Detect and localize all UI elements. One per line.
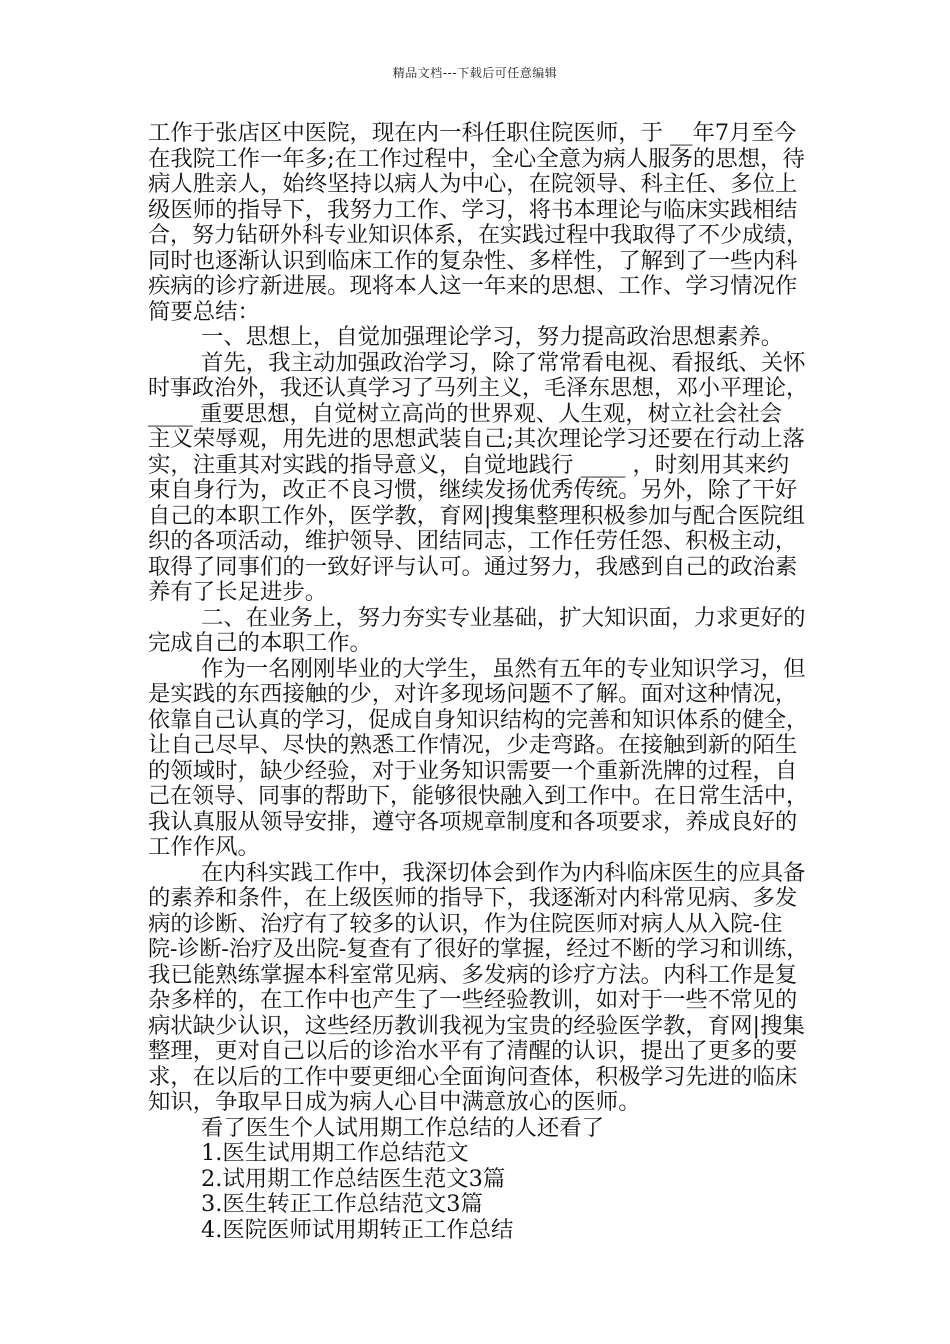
text-line: 4.医院医师试用期转正工作总结 [201, 1217, 514, 1243]
text-line: 依靠自己认真的学习，促成自身知识结构的完善和知识体系的健全， [148, 707, 808, 733]
text-line: 自己的本职工作外，医学教，育网|搜集整理积极参加与配合医院组 [148, 503, 805, 529]
text-line: 1.医生试用期工作总结范文 [201, 1141, 469, 1166]
text-line: 时事政治外，我还认真学习了马列主义，毛泽东思想，邓小平理论， [148, 376, 808, 401]
text-line: 主义荣辱观，用先进的思想武装自己;其次理论学习还要在行动上落 [148, 427, 805, 452]
text-line: 织的各项活动，维护领导、团结同志，工作任劳任怨、积极主动， [148, 529, 798, 554]
text-line: 作为一名刚刚毕业的大学生，虽然有五年的专业知识学习，但 [201, 656, 806, 682]
text-line: 的素养和条件，在上级医师的指导下，我逐渐对内科常见病、多发 [148, 886, 798, 911]
text-line: 的领域时，缺少经验，对于业务知识需要一个重新洗牌的过程，自 [148, 758, 798, 784]
text-line: 首先，我主动加强政治学习，除了常常看电视、看报纸、关怀 [201, 350, 806, 376]
text-line: 一、思想上，自觉加强理论学习，努力提高政治思想素养。 [201, 325, 784, 350]
text-line: 简要总结： [148, 299, 260, 325]
text-line: 同时也逐渐认识到临床工作的复杂性、多样性，了解到了一些内科 [148, 248, 798, 274]
text-line: 工作作风。 [148, 835, 260, 860]
text-line: 束自身行为，改正不良习惯，继续发扬优秀传统。另外，除了干好 [148, 478, 798, 503]
text-line: 工作于张店区中医院，现在内一科任职住院医师，于 __年7月至今 [148, 121, 797, 146]
text-line: 二、在业务上，努力夯实专业基础，扩大知识面，力求更好的 [201, 605, 806, 631]
text-line: 取得了同事们的一致好评与认可。通过努力，我感到自己的政治素 [148, 554, 798, 580]
document-body [148, 121, 808, 1243]
text-line: 病人胜亲人，始终坚持以病人为中心，在院领导、科主任、多位上 [148, 172, 798, 197]
text-line: 疾病的诊疗新进展。现将本人这一年来的思想、工作、学习情况作 [148, 274, 798, 299]
text-line: 病的诊断、治疗有了较多的认识，作为住院医师对病人从入院-住 [148, 911, 783, 937]
text-line: 在我院工作一年多;在工作过程中，全心全意为病人服务的思想，待 [148, 146, 805, 172]
text-line: 实，注重其对实践的指导意义，自觉地践行 ____ ，时刻用其来约 [148, 452, 790, 478]
text-line: 知识，争取早日成为病人心目中满意放心的医师。 [148, 1090, 641, 1115]
text-line: 病状缺少认识，这些经历教训我视为宝贵的经验医学教，育网|搜集 [148, 1013, 805, 1039]
text-line: 2.试用期工作总结医生范文3篇 [201, 1166, 506, 1192]
text-line: 完成自己的本职工作。 [148, 631, 372, 656]
text-line: 院-诊断-治疗及出院-复查有了很好的掌握，经过不断的学习和训练， [148, 937, 808, 962]
text-line: 己在领导、同事的帮助下，能够很快融入到工作中。在日常生活中， [148, 784, 808, 809]
text-line: 级医师的指导下，我努力工作、学习，将书本理论与临床实践相结 [148, 197, 798, 223]
text-line: 求，在以后的工作中要更细心全面询问查体，积极学习先进的临床 [148, 1064, 798, 1090]
text-line: ____ 重要思想，自觉树立高尚的世界观、人生观，树立社会社会 [148, 401, 783, 427]
text-line: 养有了长足进步。 [148, 580, 328, 605]
text-line: 我认真服从领导安排，遵守各项规章制度和各项要求，养成良好的 [148, 809, 798, 835]
text-line: 我已能熟练掌握本科室常见病、多发病的诊疗方法。内科工作是复 [148, 962, 798, 988]
text-line: 整理，更对自己以后的诊治水平有了清醒的认识，提出了更多的要 [148, 1039, 798, 1064]
text-line: 3.医生转正工作总结范文3篇 [201, 1192, 483, 1217]
text-line: 看了医生个人试用期工作总结的人还看了 [201, 1115, 605, 1141]
page-header: 精品文档---下载后可任意编辑 [392, 66, 558, 80]
text-line: 让自己尽早、尽快的熟悉工作情况，少走弯路。在接触到新的陌生 [148, 733, 798, 758]
text-line: 合，努力钻研外科专业知识体系，在实践过程中我取得了不少成绩， [148, 223, 808, 248]
text-line: 在内科实践工作中，我深切体会到作为内科临床医生的应具备 [201, 860, 806, 886]
text-line: 是实践的东西接触的少，对许多现场问题不了解。面对这种情况， [148, 682, 798, 707]
text-line: 杂多样的，在工作中也产生了一些经验教训，如对于一些不常见的 [148, 988, 798, 1013]
